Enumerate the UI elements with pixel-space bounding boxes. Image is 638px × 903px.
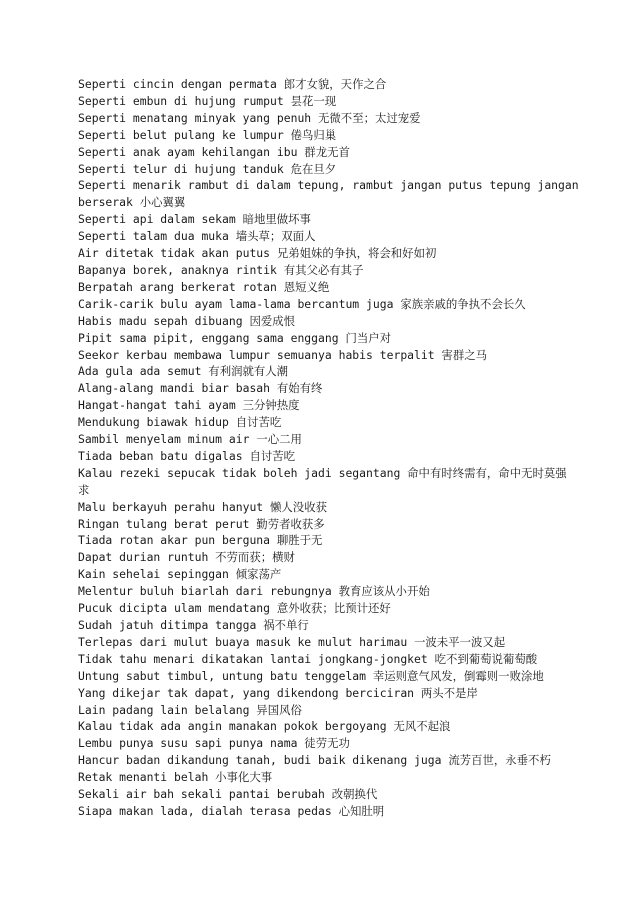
proverb-list: [78, 76, 578, 820]
proverb-line: Kalau tidak ada angin manakan pokok bergoyang 无风不起浪: [78, 719, 451, 734]
proverb-line: Retak menanti belah 小事化大事: [78, 770, 273, 785]
proverb-line: Alang-alang mandi biar basah 有始有终: [78, 381, 323, 396]
proverb-line: Seperti belut pulang ke lumpur 倦鸟归巢: [78, 127, 337, 142]
proverb-line: Melentur buluh biarlah dari rebungnya 教育应该从小开始: [78, 584, 430, 599]
proverb-line: Carik-carik bulu ayam lama-lama bercantum juga 家族亲戚的争执不会长久: [78, 296, 526, 311]
proverb-line: Air ditetak tidak akan putus 兄弟姐妹的争执，将会和好如初: [78, 246, 437, 261]
proverb-line: 求: [78, 482, 90, 497]
proverb-line: Ringan tulang berat perut 勤劳者收获多: [78, 516, 325, 531]
proverb-line: Hangat-hangat tahi ayam 三分钟热度: [78, 398, 300, 413]
proverb-line: Seperti menatang minyak yang penuh 无微不至；太过宠爱: [78, 110, 421, 125]
proverb-line: Yang dikejar tak dapat, yang dikendong berciciran 两头不是岸: [78, 685, 478, 700]
proverb-line: Untung sabut timbul, untung batu tenggelam 幸运则意气风发，倒霉则一败涂地: [78, 668, 544, 683]
proverb-line: Sudah jatuh ditimpa tangga 祸不单行: [78, 618, 309, 632]
proverb-line: Seperti menarik rambut di dalam tepung, rambut jangan putus tepung jangan: [78, 178, 579, 193]
proverb-line: Malu berkayuh perahu hanyut 懒人没收获: [78, 499, 327, 514]
proverb-line: Lain padang lain belalang 异国风俗: [78, 702, 302, 717]
proverb-line: Siapa makan lada, dialah terasa pedas 心知肚明: [78, 803, 385, 818]
proverb-line: Tiada rotan akar pun berguna 聊胜于无: [78, 533, 323, 548]
proverb-line: Seperti telur di hujung tanduk 危在旦夕: [78, 161, 337, 176]
proverb-line: Sambil menyelam minum air 一心二用: [78, 432, 302, 447]
proverb-line: Sekali air bah sekali pantai berubah 改朝换代: [78, 787, 378, 802]
proverb-line: Berpatah arang berkerat rotan 恩短义绝: [78, 279, 330, 294]
proverb-line: Seperti api dalam sekam 暗地里做坏事: [78, 212, 311, 227]
proverb-line: Pucuk dicipta ulam mendatang 意外收获；比预计还好: [78, 601, 391, 616]
proverb-line: Seperti anak ayam kehilangan ibu 群龙无首: [78, 144, 350, 159]
proverb-line: Pipit sama pipit, enggang sama enggang 门当户对: [78, 330, 392, 345]
proverb-line: Mendukung biawak hidup 自讨苦吃: [78, 415, 282, 430]
proverb-line: Tidak tahu menari dikatakan lantai jongkang-jongket 吃不到葡萄说葡萄酸: [78, 651, 538, 666]
proverb-line: Kalau rezeki sepucak tidak boleh jadi segantang 命中有时终需有，命中无时莫强: [78, 465, 567, 480]
proverb-line: berserak 小心翼翼: [78, 195, 186, 210]
proverb-line: Bapanya borek, anaknya rintik 有其父必有其子: [78, 262, 364, 277]
proverb-line: Dapat durian runtuh 不劳而获；横财: [78, 550, 295, 565]
proverb-line: Habis madu sepah dibuang 因爱成恨: [78, 313, 296, 328]
proverb-line: Seperti talam dua muka 墙头草；双面人: [78, 229, 316, 244]
proverb-line: Hancur badan dikandung tanah, budi baik dikenang juga 流芳百世，永垂不朽: [78, 753, 551, 768]
proverb-line: Ada gula ada semut 有利润就有人潮: [78, 364, 289, 379]
proverb-line: Seperti embun di hujung rumput 昙花一现: [78, 93, 337, 108]
proverb-line: Kain sehelai sepinggan 倾家荡产: [78, 567, 282, 582]
proverb-line: Seperti cincin dengan permata 郎才女貌，天作之合: [78, 77, 387, 91]
proverb-line: Tiada beban batu digalas 自讨苦吃: [78, 448, 296, 463]
proverb-line: Terlepas dari mulut buaya masuk ke mulut harimau 一波未平一波又起: [78, 634, 506, 649]
proverb-line: Lembu punya susu sapi punya nama 徒劳无功: [78, 736, 350, 751]
proverb-line: Seekor kerbau membawa lumpur semuanya habis terpalit 害群之马: [78, 347, 488, 362]
